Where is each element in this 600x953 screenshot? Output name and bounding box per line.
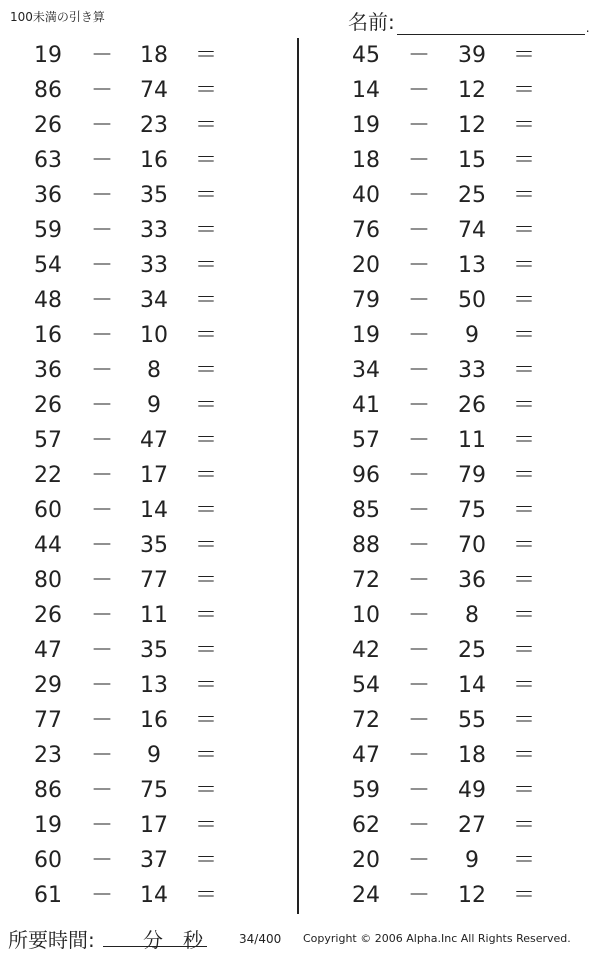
minuend: 26 <box>34 113 62 138</box>
minus-sign: － <box>90 603 113 628</box>
copyright-notice: Copyright © 2006 Alpha.Inc All Rights Reserved. <box>303 932 571 945</box>
subtrahend: 35 <box>140 533 168 558</box>
subtrahend: 9 <box>465 323 479 348</box>
problem-row <box>0 283 280 318</box>
minus-sign: － <box>90 813 113 838</box>
minus-sign: － <box>90 113 113 138</box>
minuend: 47 <box>34 638 62 663</box>
seconds-field[interactable]: 秒 <box>167 924 207 947</box>
minus-sign: － <box>90 638 113 663</box>
minuend: 59 <box>34 218 62 243</box>
minus-sign: － <box>407 43 430 68</box>
minus-sign: － <box>90 743 113 768</box>
equals-sign: ＝ <box>512 533 535 558</box>
subtrahend: 17 <box>140 463 168 488</box>
subtrahend: 12 <box>458 883 486 908</box>
equals-sign: ＝ <box>194 498 217 523</box>
subtrahend: 50 <box>458 288 486 313</box>
problem-row <box>318 423 598 458</box>
subtrahend: 37 <box>140 848 168 873</box>
subtrahend: 26 <box>458 393 486 418</box>
equals-sign: ＝ <box>194 323 217 348</box>
equals-sign: ＝ <box>194 568 217 593</box>
minuend: 20 <box>352 253 380 278</box>
minus-sign: － <box>407 428 430 453</box>
subtrahend: 75 <box>140 778 168 803</box>
minus-sign: － <box>407 183 430 208</box>
minus-sign: － <box>407 673 430 698</box>
subtrahend: 33 <box>140 253 168 278</box>
problem-row <box>318 633 598 668</box>
minus-sign: － <box>90 288 113 313</box>
minus-sign: － <box>407 883 430 908</box>
subtrahend: 16 <box>140 148 168 173</box>
worksheet-title: 100未満の引き算 <box>10 10 105 24</box>
name-line-dot: . <box>585 21 590 35</box>
minuend: 22 <box>34 463 62 488</box>
subtrahend: 15 <box>458 148 486 173</box>
minus-sign: － <box>407 708 430 733</box>
problem-row <box>0 388 280 423</box>
minus-sign: － <box>407 568 430 593</box>
minus-sign: － <box>90 463 113 488</box>
equals-sign: ＝ <box>512 288 535 313</box>
minuend: 29 <box>34 673 62 698</box>
problem-row <box>0 458 280 493</box>
minuend: 26 <box>34 393 62 418</box>
problem-row <box>0 598 280 633</box>
minus-sign: － <box>407 533 430 558</box>
minuend: 57 <box>352 428 380 453</box>
equals-sign: ＝ <box>194 883 217 908</box>
minuend: 54 <box>34 253 62 278</box>
problem-row <box>318 353 598 388</box>
equals-sign: ＝ <box>512 253 535 278</box>
equals-sign: ＝ <box>194 358 217 383</box>
minus-sign: － <box>90 848 113 873</box>
equals-sign: ＝ <box>512 393 535 418</box>
problem-row <box>318 878 598 913</box>
problem-row <box>0 738 280 773</box>
left-problem-column <box>0 38 280 913</box>
problem-row <box>0 73 280 108</box>
equals-sign: ＝ <box>194 43 217 68</box>
minus-sign: － <box>407 358 430 383</box>
problem-row <box>318 598 598 633</box>
subtrahend: 79 <box>458 463 486 488</box>
minus-sign: － <box>407 113 430 138</box>
minuend: 85 <box>352 498 380 523</box>
minuend: 24 <box>352 883 380 908</box>
subtrahend: 10 <box>140 323 168 348</box>
minus-sign: － <box>90 323 113 348</box>
equals-sign: ＝ <box>512 183 535 208</box>
minuend: 19 <box>34 43 62 68</box>
subtrahend: 23 <box>140 113 168 138</box>
problem-row <box>0 38 280 73</box>
subtrahend: 70 <box>458 533 486 558</box>
subtrahend: 9 <box>147 743 161 768</box>
problem-row <box>0 633 280 668</box>
problem-row <box>318 213 598 248</box>
minus-sign: － <box>90 498 113 523</box>
minus-sign: － <box>90 708 113 733</box>
minus-sign: － <box>90 533 113 558</box>
equals-sign: ＝ <box>194 428 217 453</box>
subtrahend: 17 <box>140 813 168 838</box>
equals-sign: ＝ <box>194 743 217 768</box>
minus-sign: － <box>90 43 113 68</box>
equals-sign: ＝ <box>194 463 217 488</box>
problem-row <box>0 528 280 563</box>
subtrahend: 33 <box>140 218 168 243</box>
minuend: 88 <box>352 533 380 558</box>
equals-sign: ＝ <box>194 218 217 243</box>
subtrahend: 18 <box>458 743 486 768</box>
equals-sign: ＝ <box>512 848 535 873</box>
equals-sign: ＝ <box>194 603 217 628</box>
minus-sign: － <box>90 148 113 173</box>
minuend: 41 <box>352 393 380 418</box>
minuend: 14 <box>352 78 380 103</box>
problem-row <box>318 248 598 283</box>
footer <box>8 922 598 950</box>
subtrahend: 74 <box>140 78 168 103</box>
problem-row <box>318 738 598 773</box>
minuend: 63 <box>34 148 62 173</box>
subtrahend: 14 <box>140 883 168 908</box>
minuend: 36 <box>34 183 62 208</box>
equals-sign: ＝ <box>194 393 217 418</box>
equals-sign: ＝ <box>194 288 217 313</box>
minuend: 86 <box>34 778 62 803</box>
minus-sign: － <box>90 78 113 103</box>
subtrahend: 36 <box>458 568 486 593</box>
equals-sign: ＝ <box>194 113 217 138</box>
minuend: 34 <box>352 358 380 383</box>
subtrahend: 25 <box>458 183 486 208</box>
problem-row <box>318 493 598 528</box>
minus-sign: － <box>407 148 430 173</box>
subtrahend: 55 <box>458 708 486 733</box>
subtrahend: 8 <box>465 603 479 628</box>
problem-row <box>0 773 280 808</box>
problem-row <box>318 73 598 108</box>
subtrahend: 11 <box>140 603 168 628</box>
minus-sign: － <box>90 673 113 698</box>
minuend: 54 <box>352 673 380 698</box>
subtrahend: 74 <box>458 218 486 243</box>
minuend: 60 <box>34 848 62 873</box>
minuend: 42 <box>352 638 380 663</box>
equals-sign: ＝ <box>512 113 535 138</box>
problem-row <box>0 213 280 248</box>
equals-sign: ＝ <box>194 813 217 838</box>
page-number: 34/400 <box>239 932 282 946</box>
minus-sign: － <box>407 323 430 348</box>
minus-sign: － <box>407 78 430 103</box>
subtrahend: 8 <box>147 358 161 383</box>
subtrahend: 27 <box>458 813 486 838</box>
problem-row <box>0 493 280 528</box>
problem-row <box>0 703 280 738</box>
minuend: 44 <box>34 533 62 558</box>
equals-sign: ＝ <box>512 218 535 243</box>
equals-sign: ＝ <box>512 603 535 628</box>
problem-row <box>318 108 598 143</box>
problem-row <box>318 318 598 353</box>
minus-sign: － <box>90 428 113 453</box>
minuend: 23 <box>34 743 62 768</box>
right-problem-column <box>318 38 598 913</box>
minus-sign: － <box>407 218 430 243</box>
minus-sign: － <box>407 778 430 803</box>
minus-sign: － <box>407 498 430 523</box>
equals-sign: ＝ <box>512 708 535 733</box>
minuend: 36 <box>34 358 62 383</box>
equals-sign: ＝ <box>512 673 535 698</box>
problem-row <box>318 808 598 843</box>
equals-sign: ＝ <box>512 778 535 803</box>
minus-sign: － <box>407 848 430 873</box>
minuend: 57 <box>34 428 62 453</box>
subtrahend: 18 <box>140 43 168 68</box>
minuend: 47 <box>352 743 380 768</box>
subtrahend: 75 <box>458 498 486 523</box>
minuend: 16 <box>34 323 62 348</box>
minuend: 26 <box>34 603 62 628</box>
minus-sign: － <box>407 743 430 768</box>
equals-sign: ＝ <box>512 743 535 768</box>
subtrahend: 47 <box>140 428 168 453</box>
minus-sign: － <box>90 393 113 418</box>
problem-row <box>0 563 280 598</box>
equals-sign: ＝ <box>194 638 217 663</box>
minuend: 86 <box>34 78 62 103</box>
problem-row <box>318 703 598 738</box>
minuend: 10 <box>352 603 380 628</box>
problem-row <box>318 38 598 73</box>
minus-sign: － <box>90 183 113 208</box>
minus-sign: － <box>90 568 113 593</box>
minus-sign: － <box>407 288 430 313</box>
minuend: 77 <box>34 708 62 733</box>
equals-sign: ＝ <box>512 463 535 488</box>
minuend: 60 <box>34 498 62 523</box>
subtrahend: 12 <box>458 78 486 103</box>
subtrahend: 35 <box>140 183 168 208</box>
minuend: 19 <box>34 813 62 838</box>
problem-row <box>0 143 280 178</box>
subtrahend: 33 <box>458 358 486 383</box>
equals-sign: ＝ <box>512 358 535 383</box>
problem-row <box>0 353 280 388</box>
problem-row <box>0 878 280 913</box>
equals-sign: ＝ <box>512 323 535 348</box>
equals-sign: ＝ <box>512 568 535 593</box>
equals-sign: ＝ <box>194 78 217 103</box>
name-label: 名前: <box>348 10 395 34</box>
equals-sign: ＝ <box>512 428 535 453</box>
subtrahend: 12 <box>458 113 486 138</box>
equals-sign: ＝ <box>194 253 217 278</box>
equals-sign: ＝ <box>512 148 535 173</box>
equals-sign: ＝ <box>512 813 535 838</box>
minuend: 72 <box>352 708 380 733</box>
equals-sign: ＝ <box>512 43 535 68</box>
minuend: 59 <box>352 778 380 803</box>
equals-sign: ＝ <box>512 498 535 523</box>
problem-row <box>318 388 598 423</box>
minuend: 80 <box>34 568 62 593</box>
problem-row <box>318 528 598 563</box>
problem-row <box>0 808 280 843</box>
name-input-line[interactable] <box>397 14 585 35</box>
problem-row <box>318 458 598 493</box>
time-label: 所要時間: <box>8 928 95 952</box>
minus-sign: － <box>90 253 113 278</box>
subtrahend: 35 <box>140 638 168 663</box>
name-field-area <box>348 6 590 35</box>
subtrahend: 16 <box>140 708 168 733</box>
problem-row <box>0 248 280 283</box>
minuend: 61 <box>34 883 62 908</box>
subtrahend: 14 <box>140 498 168 523</box>
equals-sign: ＝ <box>512 883 535 908</box>
minuend: 48 <box>34 288 62 313</box>
subtrahend: 14 <box>458 673 486 698</box>
minus-sign: － <box>407 463 430 488</box>
subtrahend: 13 <box>458 253 486 278</box>
minus-sign: － <box>90 218 113 243</box>
subtrahend: 13 <box>140 673 168 698</box>
minuend: 79 <box>352 288 380 313</box>
minuend: 96 <box>352 463 380 488</box>
minus-sign: － <box>407 603 430 628</box>
minuend: 62 <box>352 813 380 838</box>
problem-row <box>0 423 280 458</box>
problem-row <box>318 843 598 878</box>
minuend: 19 <box>352 323 380 348</box>
minuend: 18 <box>352 148 380 173</box>
minus-sign: － <box>407 393 430 418</box>
subtrahend: 11 <box>458 428 486 453</box>
problem-row <box>0 318 280 353</box>
minuend: 19 <box>352 113 380 138</box>
problem-row <box>318 773 598 808</box>
minuend: 45 <box>352 43 380 68</box>
minus-sign: － <box>407 813 430 838</box>
equals-sign: ＝ <box>512 78 535 103</box>
minus-sign: － <box>407 253 430 278</box>
subtrahend: 49 <box>458 778 486 803</box>
minutes-field[interactable]: 分 <box>103 924 167 947</box>
minuend: 40 <box>352 183 380 208</box>
equals-sign: ＝ <box>194 778 217 803</box>
problem-row <box>318 563 598 598</box>
problem-row <box>0 108 280 143</box>
subtrahend: 9 <box>465 848 479 873</box>
minus-sign: － <box>90 883 113 908</box>
minus-sign: － <box>90 358 113 383</box>
subtrahend: 34 <box>140 288 168 313</box>
equals-sign: ＝ <box>194 848 217 873</box>
equals-sign: ＝ <box>512 638 535 663</box>
problem-row <box>0 668 280 703</box>
subtrahend: 39 <box>458 43 486 68</box>
equals-sign: ＝ <box>194 533 217 558</box>
problem-row <box>318 283 598 318</box>
minuend: 76 <box>352 218 380 243</box>
subtrahend: 9 <box>147 393 161 418</box>
subtrahend: 25 <box>458 638 486 663</box>
equals-sign: ＝ <box>194 708 217 733</box>
column-divider <box>297 38 299 914</box>
minuend: 72 <box>352 568 380 593</box>
minus-sign: － <box>90 778 113 803</box>
problem-row <box>318 668 598 703</box>
minus-sign: － <box>407 638 430 663</box>
problem-row <box>318 143 598 178</box>
equals-sign: ＝ <box>194 673 217 698</box>
problem-row <box>0 843 280 878</box>
subtrahend: 77 <box>140 568 168 593</box>
problem-row <box>318 178 598 213</box>
equals-sign: ＝ <box>194 183 217 208</box>
equals-sign: ＝ <box>194 148 217 173</box>
minuend: 20 <box>352 848 380 873</box>
problem-row <box>0 178 280 213</box>
